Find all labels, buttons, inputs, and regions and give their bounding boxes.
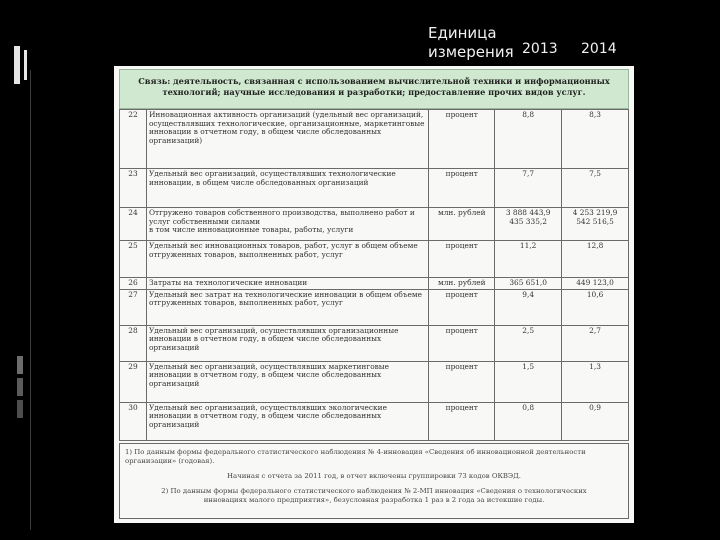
indicator-text: Инновационная активность организаций (удельный вес организаций, осуществлявших технологические, организационные, маркетинговые инновации в отчетном году, в общем числе обследованных организаций) bbox=[148, 110, 425, 145]
indicator-cell bbox=[146, 361, 428, 402]
value-2014-cell bbox=[562, 110, 629, 169]
value-2013: 11,2 bbox=[519, 241, 537, 250]
row-number: 22 bbox=[120, 110, 147, 169]
unit-cell: процент bbox=[429, 289, 495, 325]
indicator-text: Удельный вес организаций, осуществлявших экологические инновации в отчетном году, в общем числе обследованных организаций bbox=[148, 402, 387, 429]
value-2014: 7,5 bbox=[589, 169, 601, 178]
footnote: 1) По данным формы федерального статистического наблюдения № 4-инновация «Сведения об инновационной деятельности организации» (годовая). bbox=[125, 448, 586, 465]
unit-cell: млн. рублей bbox=[429, 278, 495, 290]
indicator-cell bbox=[146, 289, 428, 325]
indicator-text: Удельный вес организаций, осуществлявших маркетинговые инновации в отчетном году, в общем числе обследованных организаций bbox=[148, 361, 390, 388]
decor-block bbox=[17, 356, 23, 374]
value-2013-cell bbox=[495, 169, 562, 208]
indicator-cell bbox=[146, 278, 428, 290]
unit-cell: процент bbox=[429, 325, 495, 361]
value-2014: 0,9 bbox=[589, 402, 601, 412]
indicator-text: Удельный вес затрат на технологические инновации в общем объеме отгруженных товаров, выполненных работ, услуг bbox=[148, 289, 423, 308]
indicator-cell bbox=[146, 208, 428, 241]
year-2014-header: 2014 bbox=[581, 41, 617, 57]
unit-cell: процент bbox=[429, 361, 495, 402]
value-2013-cell bbox=[495, 208, 562, 241]
value-2013: 3 888 443,9 bbox=[505, 208, 551, 217]
table-row bbox=[120, 361, 629, 402]
value-2013-cell bbox=[495, 110, 562, 169]
value-2013-cell bbox=[495, 325, 562, 361]
indicator-cell bbox=[146, 402, 428, 440]
table-row bbox=[120, 241, 629, 278]
value-2014: 449 123,0 bbox=[576, 278, 614, 287]
value-2013: 1,5 bbox=[522, 361, 535, 371]
value-2013-cell bbox=[495, 289, 562, 325]
unit-cell: процент bbox=[429, 241, 495, 278]
value-2014-cell bbox=[562, 208, 629, 241]
indicator-text: Удельный вес организаций, осуществлявших организационные инновации в отчетном году, в общем числе обследованных организаций bbox=[148, 325, 399, 352]
unit-cell: млн. рублей bbox=[429, 208, 495, 241]
accent-bar bbox=[14, 46, 20, 84]
table-row bbox=[120, 208, 629, 241]
indicator-cell bbox=[146, 325, 428, 361]
value-2014-cell bbox=[562, 169, 629, 208]
table-row bbox=[120, 402, 629, 440]
table-row bbox=[120, 325, 629, 361]
value-2013-sub: 435 335,2 bbox=[509, 216, 547, 226]
document-image bbox=[114, 66, 634, 523]
row-number: 23 bbox=[120, 169, 147, 208]
value-2013: 365 651,0 bbox=[509, 278, 547, 287]
indicator-cell bbox=[146, 110, 428, 169]
table-row bbox=[120, 278, 629, 290]
row-number: 27 bbox=[120, 289, 147, 325]
indicator-table bbox=[119, 109, 629, 441]
unit-cell: процент bbox=[429, 110, 495, 169]
value-2013: 7,7 bbox=[522, 169, 535, 178]
value-2014: 1,3 bbox=[589, 361, 601, 371]
section-title: Связь: деятельность, связанная с использованием вычислительной техники и информационных технологий; научные исследования и разработки; предоставление прочих видов услуг. bbox=[119, 69, 629, 109]
value-2014-sub: 542 516,5 bbox=[576, 216, 614, 226]
decor-block bbox=[17, 378, 23, 396]
value-2014: 2,7 bbox=[589, 325, 601, 335]
row-number: 26 bbox=[120, 278, 147, 290]
value-2014-cell bbox=[562, 402, 629, 440]
value-2014-cell bbox=[562, 325, 629, 361]
row-number: 29 bbox=[120, 361, 147, 402]
footnote: Начиная с отчета за 2011 год, в отчет включены группировки 73 кодов ОКВЭД. bbox=[227, 472, 521, 480]
value-2014: 12,8 bbox=[586, 241, 604, 250]
value-2014: 8,3 bbox=[589, 110, 601, 119]
indicator-cell bbox=[146, 241, 428, 278]
sub-indicator-text: в том числе инновационные товары, работы, услуги bbox=[148, 225, 354, 235]
row-number: 28 bbox=[120, 325, 147, 361]
table-row bbox=[120, 289, 629, 325]
indicator-text: Удельный вес инновационных товаров, работ, услуг в общем объеме отгруженных товаров, выполненных работ, услуг bbox=[148, 241, 418, 259]
decor-block bbox=[17, 400, 23, 418]
row-number: 25 bbox=[120, 241, 147, 278]
value-2013: 2,5 bbox=[522, 325, 535, 335]
value-2014: 10,6 bbox=[586, 289, 604, 299]
unit-cell: процент bbox=[429, 402, 495, 440]
value-2013: 8,8 bbox=[522, 110, 535, 119]
value-2013-cell bbox=[495, 241, 562, 278]
value-2013-cell bbox=[495, 361, 562, 402]
value-2014-cell bbox=[562, 289, 629, 325]
footnote: 2) По данным формы федерального статистического наблюдения № 2-МП инновация «Сведения о технологических инновациях малого предприятия», безусловная разработка 1 раз в 2 года за истекшие годы. bbox=[161, 487, 587, 504]
footnotes bbox=[119, 443, 629, 519]
indicator-cell bbox=[146, 169, 428, 208]
table-row bbox=[120, 169, 629, 208]
indicator-text: Отгружено товаров собственного производства, выполнено работ и услуг собственными силами bbox=[148, 208, 415, 226]
value-2014: 4 253 219,9 bbox=[572, 208, 618, 217]
value-2013-cell bbox=[495, 402, 562, 440]
value-2014-cell bbox=[562, 361, 629, 402]
indicator-text: Удельный вес организаций, осуществлявших технологические инновации, в общем числе обследованных организаций bbox=[148, 169, 396, 187]
accent-bar-thin bbox=[24, 50, 27, 80]
value-2013: 0,8 bbox=[522, 402, 535, 412]
value-2014-cell bbox=[562, 241, 629, 278]
value-2013: 9,4 bbox=[522, 289, 535, 299]
unit-column-header: Единица измерения bbox=[428, 24, 514, 61]
year-2013-header: 2013 bbox=[522, 41, 558, 57]
value-2014-cell bbox=[562, 278, 629, 290]
divider-line bbox=[30, 70, 31, 530]
value-2013-cell bbox=[495, 278, 562, 290]
row-number: 24 bbox=[120, 208, 147, 241]
row-number: 30 bbox=[120, 402, 147, 440]
table-row bbox=[120, 110, 629, 169]
indicator-text: Затраты на технологические инновации bbox=[148, 278, 308, 287]
unit-cell: процент bbox=[429, 169, 495, 208]
